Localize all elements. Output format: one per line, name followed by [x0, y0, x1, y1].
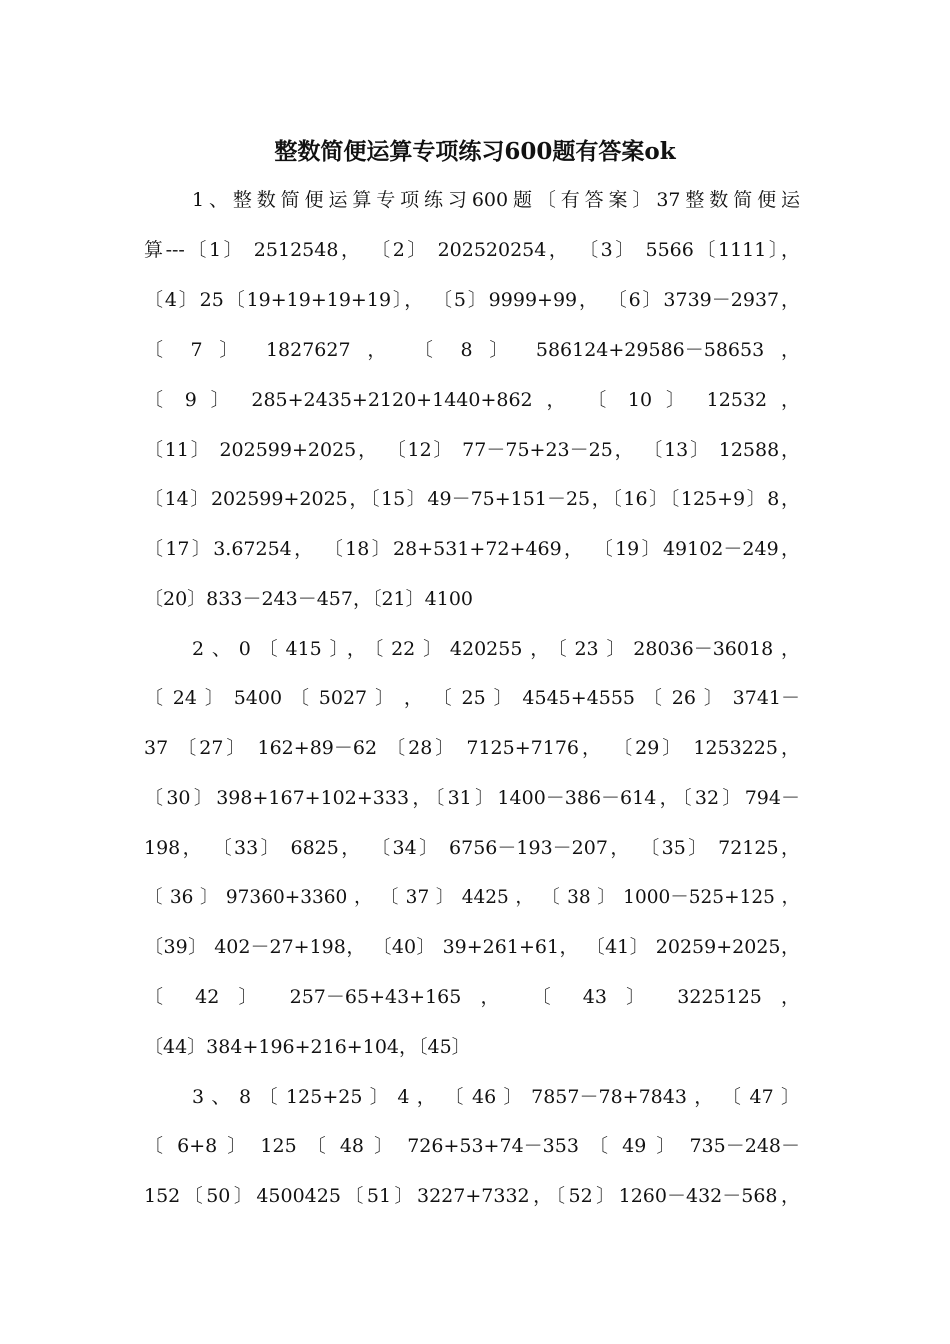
text-line: 〔20〕833－243－457，〔21〕4100 [144, 588, 474, 610]
text-line: 3 、 8 〔 125+25 〕 4 ， 〔 46 〕 7857－78+7843 ， 〔 47 〕 [192, 1086, 800, 1108]
text-line: 37 〔27〕 162+89－62 〔28〕 7125+7176， 〔29〕 1253225， [144, 737, 800, 759]
text-line: 〔 36 〕 97360+3360 ， 〔 37 〕 4425 ， 〔 38 〕 1000－525+125 ， [144, 887, 800, 908]
text-line: 〔 24 〕 5400 〔 5027 〕 ， 〔 25 〕 4545+4555 〔 26 〕 3741－ [144, 687, 800, 709]
text-line: 152〔50〕4500425〔51〕3227+7332，〔52〕1260－432－568， [144, 1185, 800, 1207]
text-line: 〔 6+8 〕 125 〔 48 〕 726+53+74－353 〔 49 〕 735－248－ [144, 1135, 800, 1157]
text-line: 〔 9 〕 285+2435+2120+1440+862 ， 〔 10 〕 12532 ， [144, 389, 800, 411]
text-line: 〔 7 〕 1827627 ， 〔 8 〕 586124+29586－58653 ， [144, 339, 800, 361]
text-line: 〔 42 〕 257－65+43+165 ， 〔 43 〕 3225125 ， [144, 986, 800, 1008]
text-line: 〔39〕 402－27+198， 〔40〕 39+261+61， 〔41〕 20259+2025， [144, 936, 800, 958]
text-line: 〔14〕202599+2025，〔15〕49－75+151－25，〔16〕〔125+9〕8， [144, 488, 800, 510]
text-line: 〔4〕25〔19+19+19+19〕， 〔5〕9999+99， 〔6〕3739－2937， [144, 289, 800, 311]
text-line: 1、整数简便运算专项练习600题〔有答案〕37整数简便运 [192, 189, 800, 211]
text-line: 〔30〕398+167+102+333，〔31〕1400－386－614，〔32〕794－ [144, 787, 800, 809]
text-line: 2、0〔415〕，〔22〕420255，〔23〕28036－36018， [192, 638, 800, 660]
text-line: 198， 〔33〕 6825， 〔34〕 6756－193－207， 〔35〕 72125， [144, 837, 800, 859]
text-line: 〔11〕 202599+2025， 〔12〕 77－75+23－25， 〔13〕 12588， [144, 439, 800, 461]
document-title: 整数简便运算专项练习600题有答案ok [274, 138, 676, 165]
text-line: 〔44〕384+196+216+104，〔45〕 [144, 1036, 471, 1058]
text-line: 〔17〕3.67254， 〔18〕28+531+72+469， 〔19〕49102－249， [144, 538, 800, 560]
text-line: 算---〔1〕 2512548， 〔2〕 202520254， 〔3〕 5566〔1111〕， [144, 239, 800, 261]
